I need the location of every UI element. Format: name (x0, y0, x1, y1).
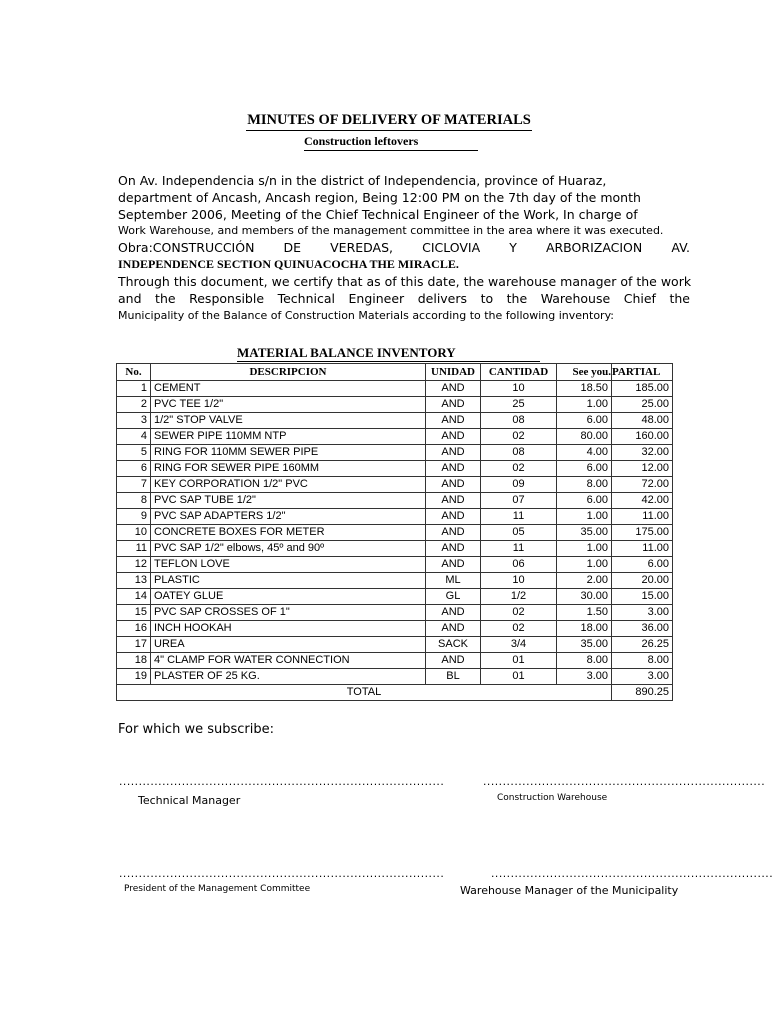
row-quantity: 11 (481, 541, 557, 557)
row-unit: BL (426, 669, 481, 685)
row-price: 30.00 (557, 589, 612, 605)
inventory-body (117, 381, 673, 685)
row-unit: AND (426, 605, 481, 621)
row-unit: AND (426, 445, 481, 461)
table-row (117, 413, 673, 429)
row-price: 6.00 (557, 413, 612, 429)
row-partial: 3.00 (612, 605, 673, 621)
signature-line-municipality: ........................................................................ (490, 870, 773, 880)
row-description: KEY CORPORATION 1/2" PVC (151, 477, 426, 493)
row-no: 11 (117, 541, 151, 557)
row-price: 1.00 (557, 557, 612, 573)
row-price: 8.00 (557, 653, 612, 669)
row-partial: 36.00 (612, 621, 673, 637)
row-unit: ML (426, 573, 481, 589)
row-partial: 160.00 (612, 429, 673, 445)
row-quantity: 3/4 (481, 637, 557, 653)
row-no: 5 (117, 445, 151, 461)
paragraph-line: On Av. Independencia s/n in the district of Independencia, province of Huaraz, (118, 173, 607, 188)
table-row (117, 637, 673, 653)
row-partial: 20.00 (612, 573, 673, 589)
row-description: CEMENT (151, 381, 426, 397)
row-unit: AND (426, 525, 481, 541)
row-no: 4 (117, 429, 151, 445)
row-unit: AND (426, 397, 481, 413)
row-no: 14 (117, 589, 151, 605)
row-quantity: 10 (481, 381, 557, 397)
row-partial: 175.00 (612, 525, 673, 541)
row-quantity: 01 (481, 653, 557, 669)
total-row (117, 685, 673, 701)
construction-warehouse-label: Construction Warehouse (497, 793, 608, 803)
table-row (117, 653, 673, 669)
paragraph-line: September 2006, Meeting of the Chief Technical Engineer of the Work, In charge of (118, 207, 638, 222)
row-price: 35.00 (557, 525, 612, 541)
row-description: INCH HOOKAH (151, 621, 426, 637)
row-quantity: 07 (481, 493, 557, 509)
table-row (117, 509, 673, 525)
row-description: CONCRETE BOXES FOR METER (151, 525, 426, 541)
row-price: 1.00 (557, 509, 612, 525)
row-price: 4.00 (557, 445, 612, 461)
table-row (117, 429, 673, 445)
subscribe-text: For which we subscribe: (118, 722, 274, 737)
table-row (117, 525, 673, 541)
row-unit: AND (426, 557, 481, 573)
row-quantity: 08 (481, 445, 557, 461)
table-row (117, 461, 673, 477)
row-partial: 25.00 (612, 397, 673, 413)
row-no: 12 (117, 557, 151, 573)
row-partial: 8.00 (612, 653, 673, 669)
total-label: TOTAL (117, 685, 612, 701)
row-unit: AND (426, 653, 481, 669)
row-price: 18.50 (557, 381, 612, 397)
technical-manager-label: Technical Manager (138, 794, 241, 807)
row-no: 10 (117, 525, 151, 541)
row-description: 1/2" STOP VALVE (151, 413, 426, 429)
header-see-you: See you. (557, 364, 612, 381)
row-description: UREA (151, 637, 426, 653)
table-row (117, 493, 673, 509)
row-no: 17 (117, 637, 151, 653)
row-partial: 32.00 (612, 445, 673, 461)
row-no: 7 (117, 477, 151, 493)
header-cantidad: CANTIDAD (481, 364, 557, 381)
document-subtitle: Construction leftovers (304, 134, 419, 148)
row-no: 1 (117, 381, 151, 397)
row-description: PVC TEE 1/2" (151, 397, 426, 413)
header-descripcion: DESCRIPCION (151, 364, 426, 381)
signature-line-technical: ................................................................................... (118, 778, 444, 788)
row-no: 15 (117, 605, 151, 621)
row-quantity: 02 (481, 429, 557, 445)
row-description: SEWER PIPE 110MM NTP (151, 429, 426, 445)
row-unit: GL (426, 589, 481, 605)
row-quantity: 25 (481, 397, 557, 413)
row-price: 18.00 (557, 621, 612, 637)
row-quantity: 02 (481, 461, 557, 477)
row-no: 6 (117, 461, 151, 477)
row-no: 19 (117, 669, 151, 685)
title-underline (246, 130, 532, 131)
row-price: 8.00 (557, 477, 612, 493)
row-unit: AND (426, 381, 481, 397)
row-price: 6.00 (557, 461, 612, 477)
row-description: PVC SAP ADAPTERS 1/2" (151, 509, 426, 525)
row-quantity: 11 (481, 509, 557, 525)
table-row (117, 477, 673, 493)
table-row (117, 541, 673, 557)
row-quantity: 10 (481, 573, 557, 589)
row-description: PLASTIC (151, 573, 426, 589)
paragraph-line: INDEPENDENCE SECTION QUINUACOCHA THE MIRACLE. (118, 257, 459, 271)
row-quantity: 02 (481, 605, 557, 621)
row-partial: 11.00 (612, 541, 673, 557)
row-no: 3 (117, 413, 151, 429)
table-row (117, 557, 673, 573)
row-price: 1.00 (557, 397, 612, 413)
table-row (117, 381, 673, 397)
row-partial: 12.00 (612, 461, 673, 477)
inventory-title-underline (237, 361, 540, 362)
row-quantity: 09 (481, 477, 557, 493)
signature-line-warehouse: ........................................................................ (482, 778, 765, 788)
row-quantity: 05 (481, 525, 557, 541)
paragraph-line: Municipality of the Balance of Construction Materials according to the following inventory: (118, 309, 614, 322)
table-header-row (117, 364, 673, 381)
row-unit: AND (426, 509, 481, 525)
row-price: 3.00 (557, 669, 612, 685)
row-price: 1.50 (557, 605, 612, 621)
row-price: 35.00 (557, 637, 612, 653)
table-row (117, 445, 673, 461)
warehouse-manager-label: Warehouse Manager of the Municipality (460, 884, 679, 897)
row-no: 8 (117, 493, 151, 509)
row-partial: 72.00 (612, 477, 673, 493)
paragraph-line: Obra:CONSTRUCCIÓN DE VEREDAS, CICLOVIA Y ARBORIZACION AV. (118, 240, 690, 255)
row-partial: 185.00 (612, 381, 673, 397)
row-description: 4" CLAMP FOR WATER CONNECTION (151, 653, 426, 669)
row-price: 6.00 (557, 493, 612, 509)
row-unit: AND (426, 621, 481, 637)
intro-paragraph (118, 172, 690, 324)
row-description: OATEY GLUE (151, 589, 426, 605)
row-unit: AND (426, 477, 481, 493)
paragraph-line: Work Warehouse, and members of the management committee in the area where it was executed. (118, 224, 664, 237)
row-quantity: 06 (481, 557, 557, 573)
row-description: TEFLON LOVE (151, 557, 426, 573)
total-value: 890.25 (612, 685, 673, 701)
header-unidad: UNIDAD (426, 364, 481, 381)
table-row (117, 573, 673, 589)
row-no: 2 (117, 397, 151, 413)
row-no: 9 (117, 509, 151, 525)
table-row (117, 621, 673, 637)
signature-line-president: ................................................................................... (118, 870, 444, 880)
inventory-title: MATERIAL BALANCE INVENTORY (237, 345, 456, 360)
paragraph-line: and the Responsible Technical Engineer delivers to the Warehouse Chief the (118, 291, 690, 306)
header-partial: PARTIAL (612, 364, 673, 381)
row-partial: 48.00 (612, 413, 673, 429)
row-description: PVC SAP TUBE 1/2" (151, 493, 426, 509)
row-partial: 3.00 (612, 669, 673, 685)
row-unit: AND (426, 541, 481, 557)
row-unit: AND (426, 429, 481, 445)
row-quantity: 1/2 (481, 589, 557, 605)
row-partial: 26.25 (612, 637, 673, 653)
row-no: 16 (117, 621, 151, 637)
row-unit: SACK (426, 637, 481, 653)
inventory-table (116, 363, 673, 701)
table-row (117, 397, 673, 413)
president-label: President of the Management Committee (124, 884, 311, 894)
row-partial: 11.00 (612, 509, 673, 525)
row-no: 13 (117, 573, 151, 589)
row-unit: AND (426, 461, 481, 477)
header-no: No. (117, 364, 151, 381)
row-partial: 42.00 (612, 493, 673, 509)
row-unit: AND (426, 413, 481, 429)
paragraph-line: department of Ancash, Ancash region, Being 12:00 PM on the 7th day of the month (118, 190, 641, 205)
row-description: RING FOR SEWER PIPE 160MM (151, 461, 426, 477)
row-description: RING FOR 110MM SEWER PIPE (151, 445, 426, 461)
row-quantity: 02 (481, 621, 557, 637)
row-description: PVC SAP CROSSES OF 1" (151, 605, 426, 621)
document-title: MINUTES OF DELIVERY OF MATERIALS (247, 112, 531, 128)
row-quantity: 01 (481, 669, 557, 685)
row-price: 2.00 (557, 573, 612, 589)
row-unit: AND (426, 493, 481, 509)
row-no: 18 (117, 653, 151, 669)
row-price: 80.00 (557, 429, 612, 445)
table-row (117, 669, 673, 685)
table-row (117, 589, 673, 605)
row-partial: 15.00 (612, 589, 673, 605)
subtitle-underline (304, 150, 478, 151)
table-row (117, 605, 673, 621)
row-partial: 6.00 (612, 557, 673, 573)
row-price: 1.00 (557, 541, 612, 557)
row-quantity: 08 (481, 413, 557, 429)
paragraph-line: Through this document, we certify that as of this date, the warehouse manager of the work (118, 274, 692, 289)
row-description: PLASTER OF 25 KG. (151, 669, 426, 685)
row-description: PVC SAP 1/2" elbows, 45º and 90º (151, 541, 426, 557)
